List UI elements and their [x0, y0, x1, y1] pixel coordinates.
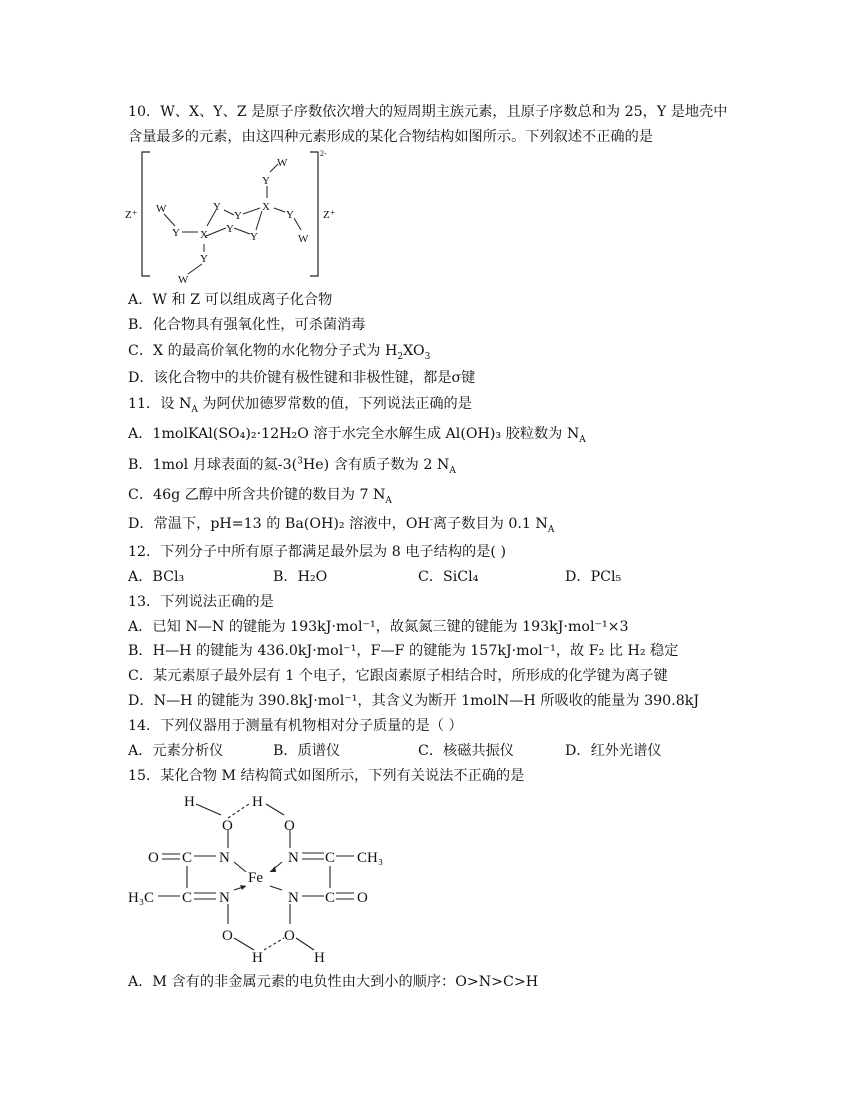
- q10-atom: W: [298, 233, 309, 245]
- q11-stem: 11．设 $N_A$ 为阿伏加德罗常数的值，下列说法正确的是: [128, 396, 472, 415]
- q12-stem: 12．下列分子中所有原子都满足最外层为 8 电子结构的是( ): [128, 544, 506, 560]
- q12-option-b: B．H₂O: [273, 569, 328, 585]
- q15-atom: H: [252, 794, 263, 810]
- q15-atom: O: [222, 818, 233, 834]
- q15-atom: O: [284, 928, 295, 944]
- q14-stem: 14．下列仪器用于测量有机物相对分子质量的是（ ）: [128, 718, 463, 734]
- q10-charge: 2-: [320, 149, 327, 158]
- q10-atom: W: [277, 157, 288, 169]
- q15-center-fe: Fe: [248, 870, 263, 886]
- q11-option-a: A．1molKAl(SO₄)₂·12H₂O 溶于水完全水解生成 Al(OH)₃ 胶粒数为 $N_A$: [128, 426, 586, 445]
- q15-stem: 15．某化合物 M 结构简式如图所示，下列有关说法不正确的是: [128, 768, 525, 784]
- q10-atom: W: [178, 274, 189, 284]
- q13-option-b: B．H—H 的键能为 436.0kJ·mol⁻¹，F—F 的键能为 157kJ·mol⁻¹，故 F₂ 比 H₂ 稳定: [128, 643, 679, 659]
- q14-option-c: C．核磁共振仪: [418, 743, 514, 759]
- q15-atom: O: [284, 818, 295, 834]
- q12-option-d: D．PCl₅: [565, 569, 622, 585]
- q15-atom: H: [252, 950, 263, 966]
- q10-atom: Y: [286, 209, 294, 221]
- q13-option-d: D．N—H 的键能为 390.8kJ·mol⁻¹，其含义为断开 1molN—H 所吸收的能量为 390.8kJ: [128, 693, 700, 709]
- q10-z-right: Z⁺: [323, 209, 336, 221]
- q10-atom: Y: [172, 227, 180, 239]
- q15-atom: H: [314, 950, 325, 966]
- q12-option-a: A．BCl₃: [128, 569, 185, 585]
- q10-option-d: D．该化合物中的共价键有极性键和非极性键，都是σ键: [128, 370, 476, 386]
- q10-option-b: B．化合物具有强氧化性，可杀菌消毒: [128, 317, 366, 333]
- q10-stem-line1: 10．W、X、Y、Z 是原子序数依次增大的短周期主族元素，且原子序数总和为 25，Y 是地壳中: [128, 104, 728, 120]
- q15-atom: N: [288, 850, 299, 866]
- q14-option-a: A．元素分析仪: [128, 743, 224, 759]
- q15-atom: O: [357, 890, 368, 906]
- q10-atom: Y: [200, 253, 208, 265]
- q10-atom: Y: [213, 201, 221, 213]
- q10-atom: Y: [262, 175, 270, 187]
- q10-atom: Y: [234, 210, 242, 222]
- q12-option-c: C．SiCl₄: [418, 569, 479, 585]
- q13-stem: 13．下列说法正确的是: [128, 594, 274, 610]
- q15-atom: C: [182, 890, 193, 906]
- q15-atom: N: [219, 890, 230, 906]
- q10-atom: Y: [226, 223, 234, 235]
- q15-atom: C: [182, 850, 193, 866]
- q10-atom: X: [200, 229, 208, 241]
- q10-stem-line2: 含量最多的元素，由这四种元素形成的某化合物结构如图所示。下列叙述不正确的是: [128, 129, 653, 145]
- q10-atom: W: [156, 203, 167, 215]
- q10-atom: X: [262, 201, 270, 213]
- q14-option-b: B．质谱仪: [273, 743, 341, 759]
- q11-option-c: C．46g 乙醇中所含共价键的数目为 7 $N_A$: [128, 487, 392, 506]
- q10-z-left: Z⁺: [125, 209, 138, 221]
- q15-atom: CH₃: [357, 850, 384, 866]
- q10-structure-diagram: [120, 146, 350, 284]
- q15-atom: C: [325, 850, 336, 866]
- q13-option-a: A．已知 N—N 的键能为 193kJ·mol⁻¹，故氮氮三键的键能为 193kJ·mol⁻¹×3: [128, 619, 629, 635]
- q15-atom: C: [325, 890, 336, 906]
- q10-atom: Y: [250, 231, 258, 243]
- q15-atom: H₃C: [128, 890, 155, 906]
- q15-atom: N: [219, 850, 230, 866]
- q15-atom: O: [222, 928, 233, 944]
- q14-option-d: D．红外光谱仪: [565, 743, 662, 759]
- q15-atom: H: [184, 794, 195, 810]
- q15-atom: O: [148, 850, 159, 866]
- q15-structure-diagram: [124, 790, 404, 968]
- q15-atom: N: [288, 890, 299, 906]
- q13-option-c: C．某元素原子最外层有 1 个电子，它跟卤素原子相结合时，所形成的化学键为离子键: [128, 668, 668, 684]
- q10-option-c: C．X 的最高价氧化物的水化物分子式为 $H_2XO_3$: [128, 343, 431, 362]
- q15-option-a: A．M 含有的非金属元素的电负性由大到小的顺序：O>N>C>H: [128, 974, 539, 990]
- q11-option-b: B．1mol 月球表面的氦-3($^3$He) 含有质子数为 2 $N_A$: [128, 456, 456, 476]
- q10-option-a: A．W 和 Z 可以组成离子化合物: [128, 292, 333, 308]
- q11-option-d: D．常温下，pH=13 的 Ba(OH)₂ 溶液中，OH-离子数目为 0.1 $N_A$: [128, 515, 555, 535]
